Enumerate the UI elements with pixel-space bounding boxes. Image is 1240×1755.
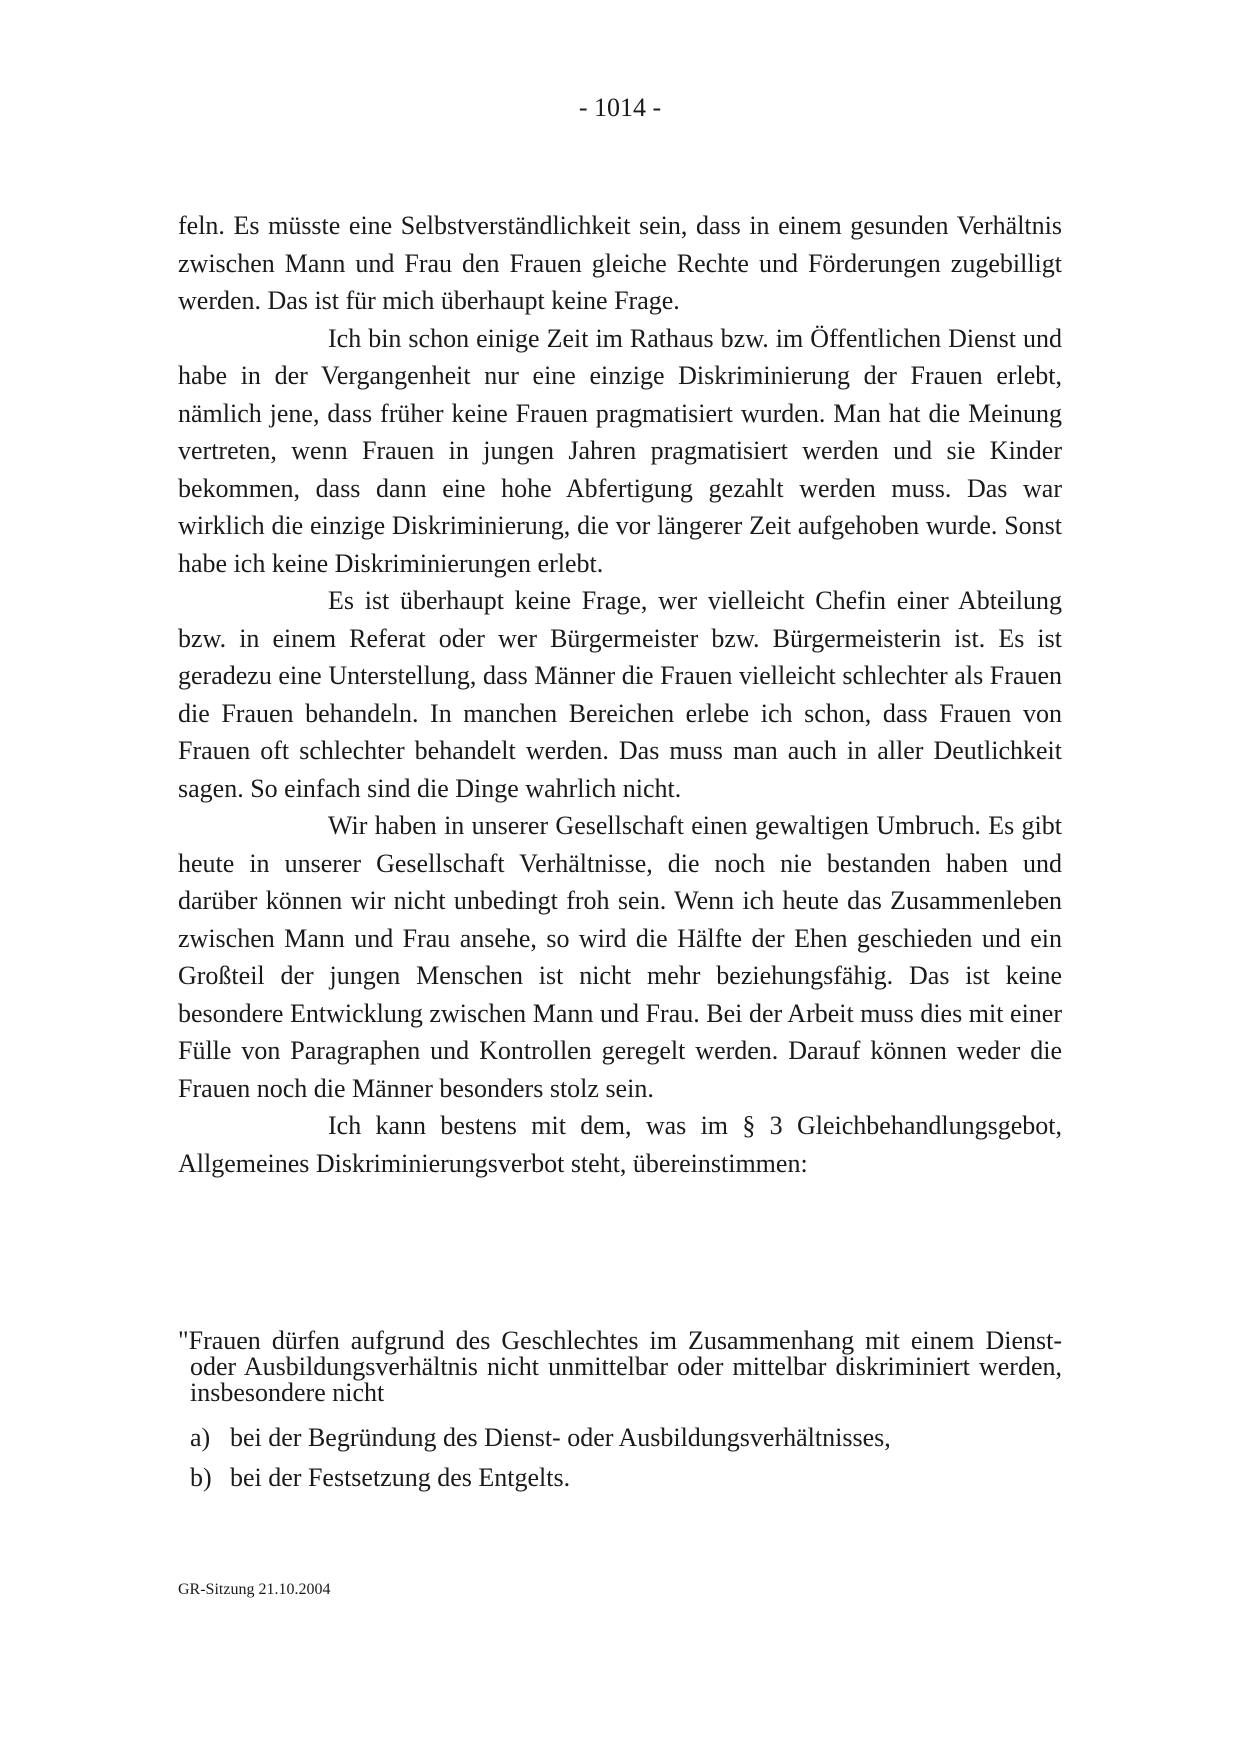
body-text — [178, 207, 1062, 1182]
paragraph-1: feln. Es müsste eine Selbstverständlichkeit sein, dass in einem gesunden Verhältnis zwischen Mann und Frau den Frauen gleiche Rechte und Förderungen zugebilligt werden. Das ist für mich überhaupt keine Frage. — [178, 211, 1062, 315]
quote-item-marker: a) — [190, 1423, 211, 1452]
quote-item-b — [178, 1458, 1062, 1498]
paragraph-4: Wir haben in unserer Gesellschaft einen gewaltigen Umbruch. Es gibt heute in unserer Gesellschaft Verhältnisse, die noch nie bestanden haben und darüber können wir nicht unbedingt froh sein. Wenn ich heute das Zusammenleben zwischen Mann und Frau ansehe, so wird die Hälfte der Ehen geschieden und ein Großteil der jungen Menschen ist nicht mehr beziehungsfähig. Das ist keine besondere Entwicklung zwischen Mann und Frau. Bei der Arbeit muss dies mit einer Fülle von Paragraphen und Kontrollen geregelt werden. Darauf können weder die Frauen noch die Männer besonders stolz sein. — [178, 811, 1062, 1103]
footer-session-date: GR-Sitzung 21.10.2004 — [178, 1581, 331, 1598]
quote-item-text: bei der Festsetzung des Entgelts. — [230, 1463, 571, 1492]
quote-item-text: bei der Begründung des Dienst- oder Ausbildungsverhältnisses, — [230, 1423, 891, 1452]
paragraph-3: Es ist überhaupt keine Frage, wer vielleicht Chefin einer Abteilung bzw. in einem Referat oder wer Bürgermeister bzw. Bürgermeisterin ist. Es ist geradezu eine Unterstellung, dass Männer die Frauen vielleicht schlechter als Frauen die Frauen behandeln. In manchen Bereichen erlebe ich schon, dass Frauen von Frauen oft schlechter behandelt werden. Das muss man auch in aller Deutlichkeit sagen. So einfach sind die Dinge wahrlich nicht. — [178, 586, 1062, 803]
quote-lead: "Frauen dürfen aufgrund des Geschlechtes im Zusammenhang mit einem Dienst- oder Ausbildungsverhältnis nicht unmittelbar oder mittelbar diskriminiert werden, insbesondere nicht — [178, 1326, 1062, 1407]
paragraph-2: Ich bin schon einige Zeit im Rathaus bzw. im Öffentlichen Dienst und habe in der Vergangenheit nur eine einzige Diskriminierung der Frauen erlebt, nämlich jene, dass früher keine Frauen pragmatisiert wurden. Man hat die Meinung vertreten, wenn Frauen in jungen Jahren pragmatisiert werden und sie Kinder bekommen, dass dann eine hohe Abfertigung gezahlt werden muss. Das war wirklich die einzige Diskriminierung, die vor längerer Zeit aufgehoben wurde. Sonst habe ich keine Diskriminierungen erlebt. — [178, 323, 1062, 578]
quote-list — [178, 1418, 1062, 1498]
legal-quote — [178, 1328, 1062, 1498]
paragraph-5: Ich kann bestens mit dem, was im § 3 Gleichbehandlungsgebot, Allgemeines Diskriminierungsverbot steht, übereinstimmen: — [178, 1111, 1062, 1178]
quote-item-a — [178, 1418, 1062, 1458]
quote-item-marker: b) — [190, 1463, 212, 1492]
page-number: - 1014 - — [578, 93, 662, 122]
